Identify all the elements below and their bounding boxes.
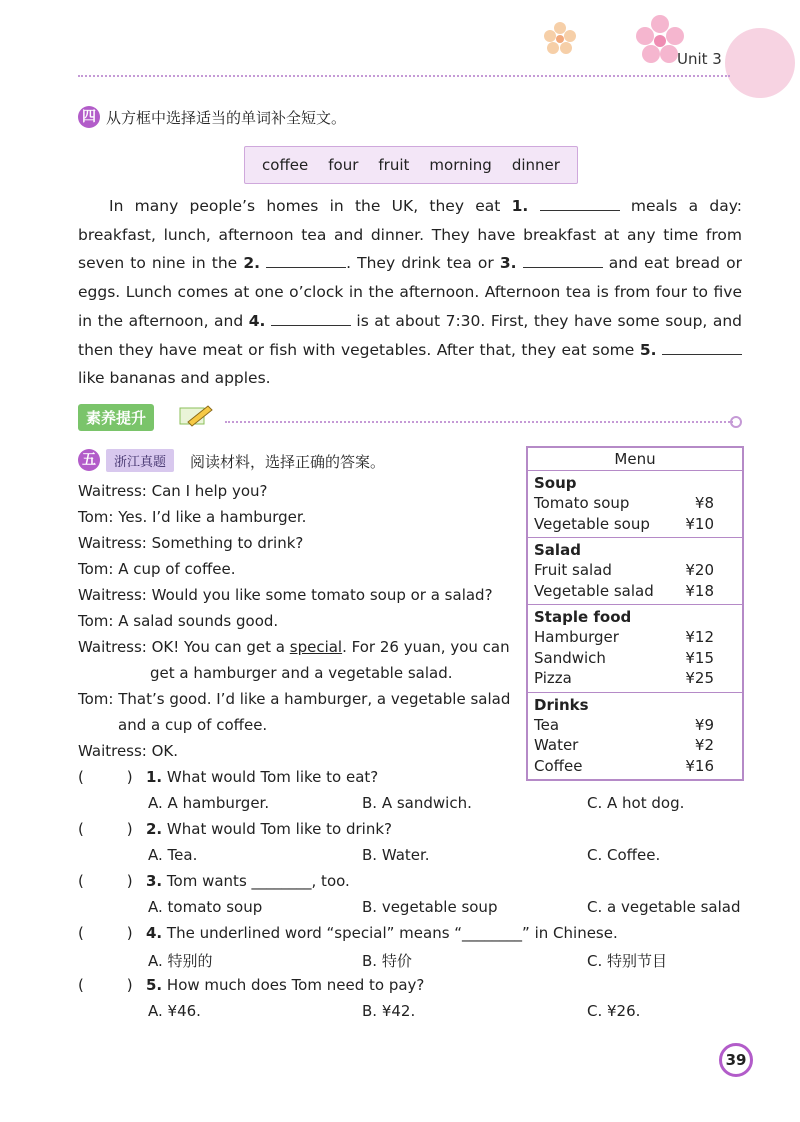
word-option: coffee: [262, 156, 309, 174]
word-box: [244, 146, 578, 184]
menu-group-staple-food: [528, 605, 742, 693]
menu-group-title: Staple food: [534, 608, 632, 626]
underlined-word: special: [289, 638, 343, 656]
menu-group-title: Soup: [534, 474, 577, 492]
answer-paren[interactable]: ( ): [78, 820, 133, 838]
option-a[interactable]: A. 特别的: [148, 952, 213, 970]
menu-row: Tea ¥9: [534, 715, 714, 734]
menu-row: Tomato soup ¥8: [534, 494, 714, 512]
word-option: morning: [429, 156, 492, 174]
menu-row: Vegetable soup ¥10: [534, 514, 714, 533]
header-divider: [78, 75, 730, 77]
answer-blank-2[interactable]: [266, 253, 346, 268]
cloze-passage: In many people’s homes in the UK, they eat 1. meals a day: breakfast, lunch, afternoon tea and dinner. They have breakfast at any time from seven to nine in the 2. . They drink tea or 3. and eat bread or eggs. Lunch comes at one o’clock in the afternoon. Afternoon tea is from four to five in the afternoon, and 4. is at about 7:30. First, they have some soup, and then they have meat or fish with vegetables. After that, they eat some 5. like bananas and apples.: [78, 197, 743, 388]
word-option: dinner: [511, 156, 560, 174]
option-b[interactable]: B. A sandwich.: [362, 794, 472, 812]
option-c[interactable]: C. a vegetable salad: [587, 898, 741, 916]
dialogue-line: Waitress: Would you like some tomato soup or a salad?: [78, 586, 493, 604]
menu-group-salad: [528, 538, 742, 605]
menu-row: Water ¥2: [534, 736, 714, 754]
menu-group-title: Salad: [534, 541, 581, 559]
dialogue-line: Tom: A cup of coffee.: [78, 560, 236, 578]
section-4-number: 四: [78, 106, 100, 128]
dialogue-line: Waitress: OK! You can get a special. For 26 yuan, you can: [78, 638, 510, 656]
section-5-title: 阅读材料，选择正确的答案。: [190, 453, 386, 471]
menu-title: Menu: [528, 448, 742, 471]
dialogue-line: Waitress: Something to drink?: [78, 534, 304, 552]
answer-paren[interactable]: ( ): [78, 976, 133, 994]
answer-paren[interactable]: ( ): [78, 924, 133, 942]
blank-number: 1.: [511, 197, 529, 215]
exam-source-badge: 浙江真题: [106, 449, 174, 472]
menu-row: Hamburger ¥12: [534, 628, 714, 646]
pink-blob-decoration: [725, 28, 795, 98]
question-2: ( ) 2. What would Tom like to drink?: [78, 816, 392, 842]
dialogue-line: Tom: Yes. I’d like a hamburger.: [78, 508, 307, 526]
pencil-icon: [178, 402, 214, 428]
answer-paren[interactable]: ( ): [78, 872, 133, 890]
option-c[interactable]: C. A hot dog.: [587, 794, 685, 812]
banner-label: 素养提升: [78, 404, 154, 431]
menu-row: Sandwich ¥15: [534, 648, 714, 667]
option-c[interactable]: C. Coffee.: [587, 846, 661, 864]
menu-group-title: Drinks: [534, 695, 589, 714]
blank-number: 2.: [243, 254, 260, 273]
dialogue-line: get a hamburger and a vegetable salad.: [150, 664, 453, 682]
option-b[interactable]: B. 特价: [362, 952, 412, 970]
answer-paren[interactable]: ( ): [78, 768, 133, 786]
answer-blank-1[interactable]: [540, 196, 620, 211]
page-number: 39: [719, 1043, 753, 1077]
word-option: four: [328, 156, 359, 174]
option-a[interactable]: A. ¥46.: [148, 1002, 201, 1020]
option-b[interactable]: B. Water.: [362, 846, 430, 864]
menu-row: Pizza ¥25: [534, 669, 714, 687]
banner-ring: [730, 416, 742, 428]
blank-number: 4.: [248, 311, 266, 330]
option-a[interactable]: A. Tea.: [148, 846, 198, 864]
section-5-number: 五: [78, 449, 100, 471]
blank-number: 5.: [639, 340, 657, 359]
menu-row: Fruit salad ¥20: [534, 561, 714, 579]
dialogue-line: Waitress: Can I help you?: [78, 482, 268, 500]
answer-blank-5[interactable]: [662, 340, 742, 355]
question-3: ( ) 3. Tom wants ________, too.: [78, 868, 350, 894]
word-option: fruit: [378, 156, 410, 174]
option-a[interactable]: A. tomato soup: [148, 898, 263, 916]
menu-table: [526, 446, 744, 781]
option-a[interactable]: A. A hamburger.: [148, 794, 270, 812]
question-1: ( ) 1. What would Tom like to eat?: [78, 764, 378, 790]
option-c[interactable]: C. ¥26.: [587, 1002, 641, 1020]
menu-row: Vegetable salad ¥18: [534, 581, 714, 600]
menu-group-soup: [528, 471, 742, 538]
blank-number: 3.: [499, 254, 517, 273]
dialogue-line: and a cup of coffee.: [118, 716, 268, 734]
dialogue-line: Tom: That’s good. I’d like a hamburger, a vegetable salad: [78, 690, 511, 708]
question-5: ( ) 5. How much does Tom need to pay?: [78, 972, 424, 998]
menu-row: Coffee ¥16: [534, 756, 714, 775]
menu-group-drinks: [528, 693, 742, 780]
answer-blank-4[interactable]: [271, 311, 351, 326]
dialogue-line: Waitress: OK.: [78, 742, 179, 760]
answer-blank-3[interactable]: [523, 253, 603, 268]
unit-label: Unit 3: [677, 50, 722, 68]
option-b[interactable]: B. vegetable soup: [362, 898, 498, 916]
banner-divider: [225, 421, 733, 423]
question-4: ( ) 4. The underlined word “special” means “________” in Chinese.: [78, 920, 618, 946]
section-4-title: 从方框中选择适当的单词补全短文。: [106, 109, 347, 127]
dialogue-line: Tom: A salad sounds good.: [78, 612, 279, 630]
option-b[interactable]: B. ¥42.: [362, 1002, 416, 1020]
flower-decoration: [540, 18, 580, 58]
option-c[interactable]: C. 特别节目: [587, 952, 668, 970]
